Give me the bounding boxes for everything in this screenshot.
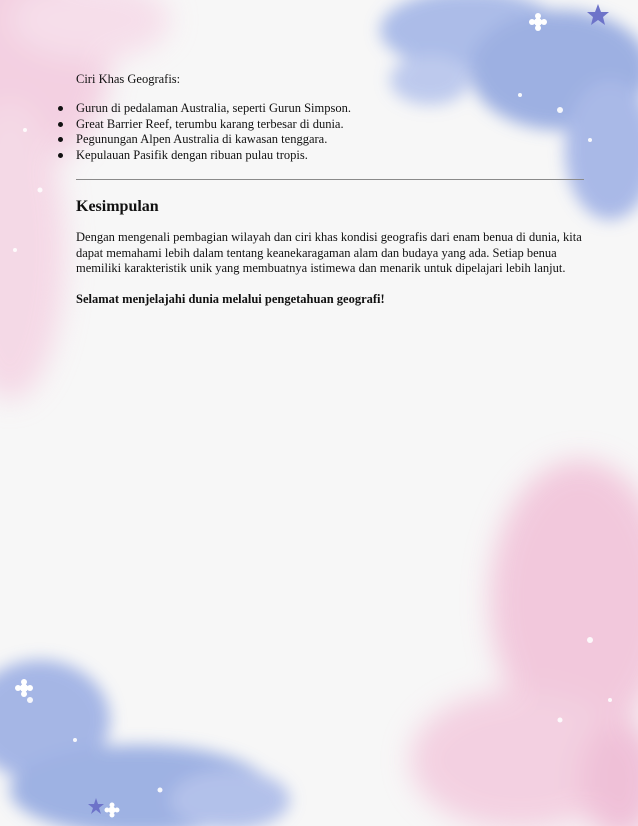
list-item — [76, 148, 586, 164]
list-item-text: Great Barrier Reef, terumbu karang terbesar di dunia. — [76, 116, 344, 131]
conclusion-paragraph: Dengan mengenali pembagian wilayah dan ciri khas kondisi geografis dari enam benua di dunia, kita dapat memahami lebih dalam tentang keanekaragaman alam dan budaya yang ada. Setiap benua memiliki karakteristik unik yang membuatnya istimewa dan menarik untuk dipelajari lebih lanjut. — [76, 230, 582, 275]
list-item — [76, 101, 586, 117]
bullet-icon — [58, 106, 63, 111]
closing-statement: Selamat menjelajahi dunia melalui pengetahuan geografi! — [76, 291, 385, 306]
document-content — [76, 72, 586, 307]
list-item-text: Kepulauan Pasifik dengan ribuan pulau tropis. — [76, 147, 308, 162]
list-item — [76, 117, 586, 133]
horizontal-divider — [76, 179, 584, 180]
features-list — [76, 101, 586, 163]
list-heading: Ciri Khas Geografis: — [76, 72, 181, 86]
bullet-icon — [58, 137, 63, 142]
blue-wash-bottom-left — [0, 660, 290, 826]
bullet-icon — [58, 153, 63, 158]
bullet-icon — [58, 122, 63, 127]
list-item-text: Gurun di pedalaman Australia, seperti Gurun Simpson. — [76, 101, 351, 115]
list-item — [76, 132, 586, 148]
section-title: Kesimpulan — [76, 198, 159, 215]
list-item-text: Pegunungan Alpen Australia di kawasan tenggara. — [76, 132, 328, 146]
pink-wash-bottom-right — [410, 460, 638, 826]
